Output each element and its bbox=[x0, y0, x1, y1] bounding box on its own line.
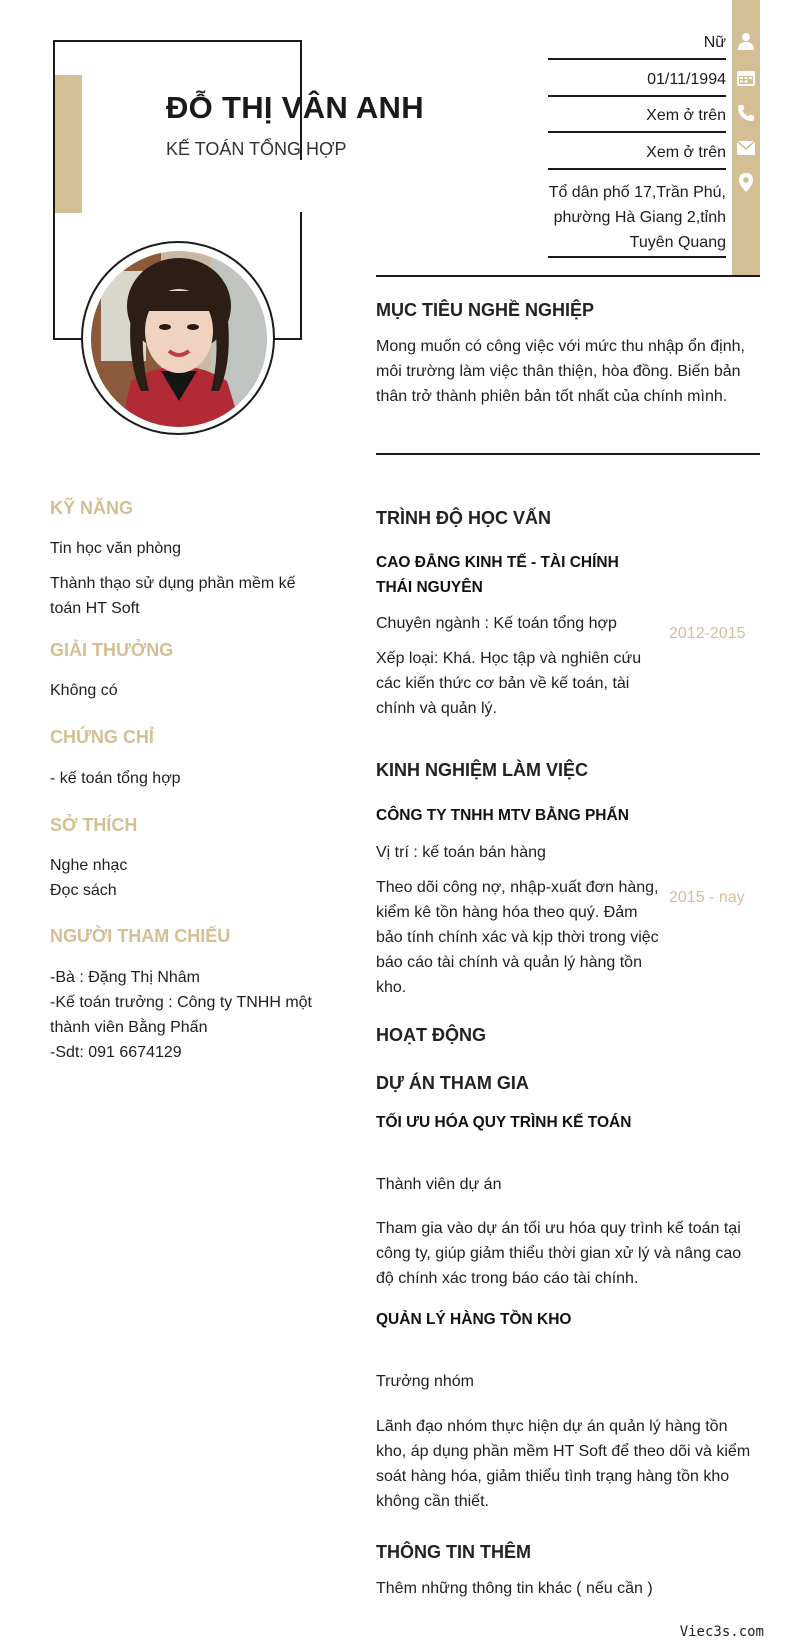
activities-heading: HOẠT ĐỘNG bbox=[376, 1025, 486, 1045]
education-major: Chuyên ngành : Kế toán tổng hợp bbox=[376, 615, 617, 632]
skill-item: Thành thạo sử dụng phần mềm kế toán HT Soft bbox=[50, 575, 296, 617]
project-detail: Tham gia vào dự án tối ưu hóa quy trình kế toán tại công ty, giúp giảm thiểu thời gian xử lý và nâng cao độ chính xác trong báo cáo tài chính. bbox=[376, 1220, 742, 1287]
email-value: Xem ở trên bbox=[548, 142, 726, 170]
education-detail: Xếp loại: Khá. Học tập và nghiên cứu các kiến thức cơ bản về kế toán, tài chính và quản lý. bbox=[376, 650, 642, 717]
company-name: CÔNG TY TNHH MTV BẰNG PHẤN bbox=[376, 807, 629, 824]
reference-line: -Bà : Đặng Thị Nhâm bbox=[50, 969, 200, 986]
reference-line: -Kế toán trưởng : Công ty TNHH một thành viên Bằng Phấn bbox=[50, 994, 312, 1036]
project-role: Trưởng nhóm bbox=[376, 1373, 474, 1390]
skills-heading: KỸ NĂNG bbox=[50, 498, 134, 518]
references-heading: NGƯỜI THAM CHIẾU bbox=[50, 926, 231, 946]
experience-period: 2015 - nay bbox=[669, 889, 745, 906]
education-period: 2012-2015 bbox=[669, 625, 746, 642]
project-name: TỐI ƯU HÓA QUY TRÌNH KẾ TOÁN bbox=[376, 1114, 632, 1131]
project-name: QUẢN LÝ HÀNG TỒN KHO bbox=[376, 1311, 572, 1328]
birthday-value: 01/11/1994 bbox=[548, 69, 726, 97]
phone-icon bbox=[735, 102, 757, 124]
divider bbox=[376, 275, 760, 277]
experience-detail: Theo dõi công nợ, nhập-xuất đơn hàng, kiểm kê tồn hàng hóa theo quý. Đảm bảo tính chính xác và kịp thời trong việc báo cáo tài chính và quản lý hàng tồn kho. bbox=[376, 879, 659, 996]
address-value: Tổ dân phố 17,Trần Phú, phường Hà Giang 2,tỉnh Tuyên Quang bbox=[548, 180, 726, 258]
job-title: KẾ TOÁN TỔNG HỢP bbox=[166, 139, 347, 159]
gender-value: Nữ bbox=[548, 32, 726, 60]
hobbies-heading: SỞ THÍCH bbox=[50, 815, 138, 835]
reference-line: -Sdt: 091 6674129 bbox=[50, 1044, 182, 1061]
calendar-icon bbox=[735, 67, 757, 89]
watermark: Viec3s.com bbox=[679, 1624, 764, 1640]
certificates-heading: CHỨNG CHỈ bbox=[50, 727, 154, 747]
accent-block bbox=[55, 75, 82, 213]
location-icon bbox=[735, 171, 757, 193]
experience-position: Vị trí : kế toán bán hàng bbox=[376, 844, 546, 861]
hobby-item: Đọc sách bbox=[50, 882, 117, 899]
project-detail: Lãnh đạo nhóm thực hiện dự án quản lý hàng tồn kho, áp dụng phần mềm HT Soft để theo dõi và kiểm soát hàng hóa, giảm thiểu tình trạng hàng tồn kho không cần thiết. bbox=[376, 1418, 751, 1510]
project-role: Thành viên dự án bbox=[376, 1176, 502, 1193]
skill-item: Tin học văn phòng bbox=[50, 540, 182, 557]
school-name: CAO ĐẲNG KINH TẾ - TÀI CHÍNH THÁI NGUYÊN bbox=[376, 554, 619, 596]
education-heading: TRÌNH ĐỘ HỌC VẤN bbox=[376, 508, 551, 528]
hobby-item: Nghe nhạc bbox=[50, 857, 128, 874]
frame-gap bbox=[240, 160, 310, 212]
references-list bbox=[50, 965, 312, 1065]
phone-value: Xem ở trên bbox=[548, 105, 726, 133]
candidate-name: ĐỖ THỊ VÂN ANH bbox=[166, 90, 424, 125]
awards-heading: GIẢI THƯỞNG bbox=[50, 640, 174, 660]
objective-text: Mong muốn có công việc với mức thu nhập ổn định, môi trường làm việc thân thiện, hòa đồng. Biến bản thân trở thành phiên bản tốt nhất của chính mình. bbox=[376, 338, 745, 405]
avatar bbox=[91, 251, 267, 427]
extra-heading: THÔNG TIN THÊM bbox=[376, 1542, 531, 1562]
experience-heading: KINH NGHIỆM LÀM VIỆC bbox=[376, 760, 589, 780]
mail-icon bbox=[735, 137, 757, 159]
objective-heading: MỤC TIÊU NGHỀ NGHIỆP bbox=[376, 300, 595, 320]
certificates-text: - kế toán tổng hợp bbox=[50, 770, 181, 787]
extra-text: Thêm những thông tin khác ( nếu cần ) bbox=[376, 1580, 653, 1597]
person-icon bbox=[735, 30, 757, 52]
divider bbox=[376, 453, 760, 455]
projects-heading: DỰ ÁN THAM GIA bbox=[376, 1073, 529, 1093]
awards-text: Không có bbox=[50, 682, 118, 699]
